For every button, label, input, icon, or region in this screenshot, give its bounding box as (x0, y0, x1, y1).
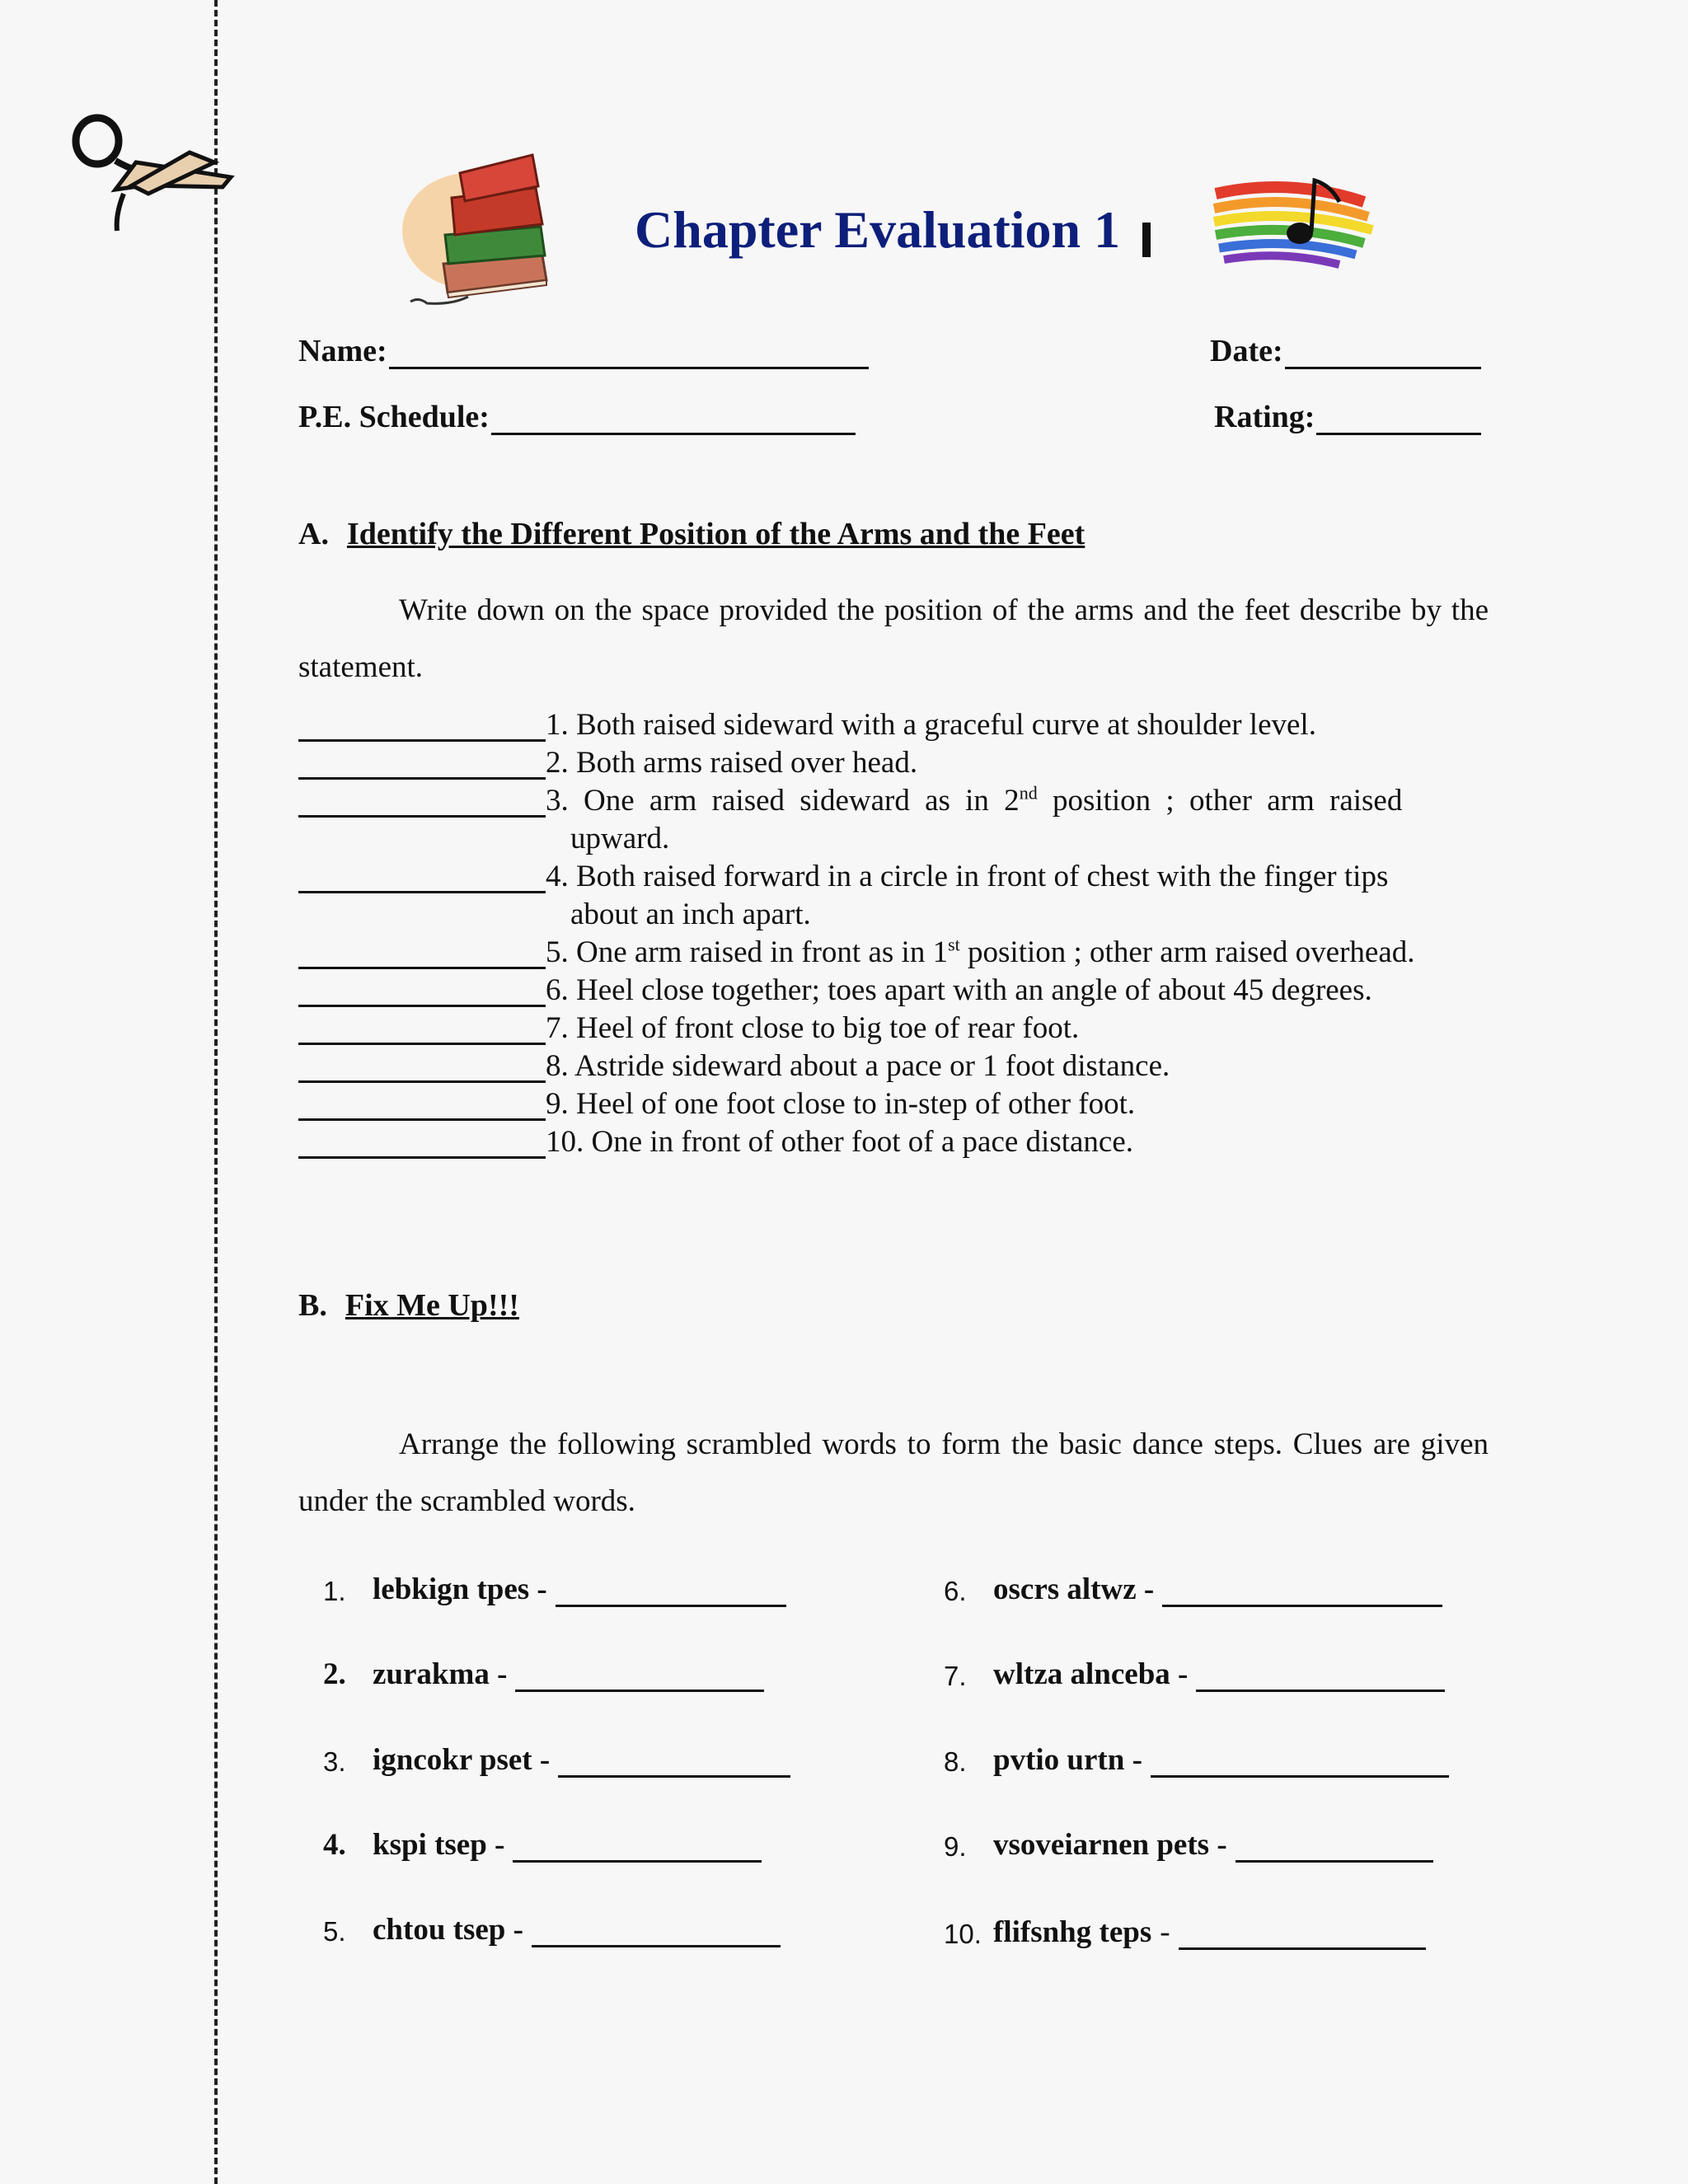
answer-blank[interactable] (298, 934, 546, 969)
schedule-label: P.E. Schedule: (298, 400, 490, 434)
item-text: 2. Both arms raised over head. (546, 746, 918, 780)
schedule-field[interactable] (298, 397, 856, 435)
item-continuation: upward. (570, 822, 670, 855)
answer-blank[interactable] (1162, 1577, 1442, 1607)
scrambled-item-1: 1. lebkign tpes - (323, 1569, 786, 1607)
item-text: 7. Heel of front close to big toe of rear foot. (546, 1011, 1080, 1045)
section-a-heading (298, 516, 1085, 552)
scrambled-item-7: 7. wltza alnceba - (944, 1654, 1445, 1692)
scrambled-word: flifsnhg teps (993, 1915, 1152, 1949)
section-a-letter: A. (298, 517, 329, 551)
name-input-line[interactable] (389, 339, 869, 369)
item-text: 9. Heel of one foot close to in-step of other foot. (546, 1087, 1136, 1121)
scrambled-word: vsoveiarnen pets - (993, 1828, 1227, 1862)
answer-blank[interactable] (298, 1010, 546, 1045)
schedule-input-line[interactable] (491, 405, 856, 435)
answer-blank[interactable] (298, 782, 546, 818)
answer-blank[interactable] (298, 706, 546, 742)
list-item (298, 934, 1489, 972)
books-icon (394, 140, 584, 305)
scrambled-item-8: 8. pvtio urtn - (944, 1740, 1449, 1778)
list-item (298, 782, 1489, 858)
answer-blank[interactable] (298, 1047, 546, 1083)
scrambled-word: pvtio urtn - (993, 1743, 1142, 1777)
cut-line (214, 0, 218, 2184)
list-item (298, 972, 1489, 1010)
section-b-heading (298, 1287, 519, 1324)
answer-blank[interactable] (1151, 1747, 1449, 1778)
date-label: Date: (1210, 334, 1283, 368)
scrambled-item-3: 3. igncokr pset - (323, 1740, 790, 1778)
section-a-items (298, 706, 1489, 1161)
item-text: 5. One arm raised in front as in 1st position ; other arm raised overhead. (546, 934, 1415, 969)
section-b-letter: B. (298, 1288, 327, 1323)
section-b-title: Fix Me Up!!! (345, 1288, 519, 1323)
section-b-instructions: Arrange the following scrambled words to form the basic dance steps. Clues are given under the scrambled words. (298, 1427, 1489, 1518)
answer-blank[interactable] (298, 1085, 546, 1121)
answer-blank[interactable] (532, 1917, 781, 1947)
scrambled-item-4: 4. kspi tsep - (323, 1825, 762, 1863)
scrambled-item-6: 6. oscrs altwz - (944, 1569, 1442, 1607)
list-item (298, 1123, 1489, 1161)
item-continuation: about an inch apart. (570, 898, 811, 931)
answer-blank[interactable] (1179, 1919, 1426, 1950)
answer-blank[interactable] (298, 1123, 546, 1159)
rating-input-line[interactable] (1316, 405, 1481, 435)
date-field[interactable] (1210, 331, 1481, 369)
answer-blank[interactable] (515, 1661, 764, 1692)
item-text: 1. Both raised sideward with a graceful curve at shoulder level. (546, 708, 1316, 742)
scrambled-item-2: 2. zurakma - (323, 1654, 764, 1692)
scrambled-word: oscrs altwz - (993, 1572, 1155, 1606)
scrambled-item-5: 5. chtou tsep - (323, 1910, 781, 1947)
dash: - (1160, 1915, 1170, 1949)
scrambled-item-10: 10. flifsnhg teps - (944, 1912, 1426, 1950)
answer-blank[interactable] (513, 1832, 762, 1863)
item-text: 4. Both raised forward in a circle in front of chest with the finger tips about an inch apart. (546, 858, 1489, 934)
scrambled-word: wltza alnceba - (993, 1657, 1189, 1691)
text-cursor (1142, 223, 1151, 257)
answer-blank[interactable] (556, 1577, 786, 1607)
section-a-title: Identify the Different Position of the Arms and the Feet (346, 517, 1085, 551)
answer-blank[interactable] (1196, 1661, 1445, 1692)
answer-blank[interactable] (558, 1747, 790, 1778)
name-field[interactable] (298, 331, 869, 369)
answer-blank[interactable] (298, 858, 546, 893)
item-text: 3. One arm raised sideward as in 2nd position ; other arm raised upward. (546, 782, 1489, 858)
list-item (298, 706, 1489, 744)
scrambled-word: lebkign tpes - (373, 1572, 547, 1606)
rainbow-music-note-icon (1207, 169, 1381, 276)
item-text: 8. Astride sideward about a pace or 1 foot distance. (546, 1049, 1170, 1083)
answer-blank[interactable] (298, 744, 546, 780)
item-text: 6. Heel close together; toes apart with an angle of about 45 degrees. (546, 973, 1372, 1007)
list-item (298, 1085, 1489, 1123)
name-label: Name: (298, 334, 387, 368)
list-item (298, 858, 1489, 934)
scissors-icon (66, 111, 239, 235)
list-item (298, 1047, 1489, 1085)
rating-field[interactable] (1214, 397, 1481, 435)
scrambled-item-9: 9. vsoveiarnen pets - (944, 1825, 1433, 1863)
scrambled-word: zurakma - (373, 1657, 508, 1691)
answer-blank[interactable] (1236, 1832, 1433, 1863)
answer-blank[interactable] (298, 972, 546, 1007)
rating-label: Rating: (1214, 400, 1315, 434)
page-title: Chapter Evaluation 1 (635, 200, 1121, 259)
scrambled-word: igncokr pset - (373, 1743, 551, 1777)
date-input-line[interactable] (1285, 339, 1481, 369)
item-text: 10. One in front of other foot of a pace distance. (546, 1125, 1134, 1159)
list-item (298, 1010, 1489, 1047)
section-a-instructions: Write down on the space provided the position of the arms and the feet describe by the statement. (298, 593, 1489, 684)
scrambled-word: chtou tsep - (373, 1913, 523, 1947)
list-item (298, 744, 1489, 782)
scrambled-word: kspi tsep - (373, 1828, 505, 1862)
